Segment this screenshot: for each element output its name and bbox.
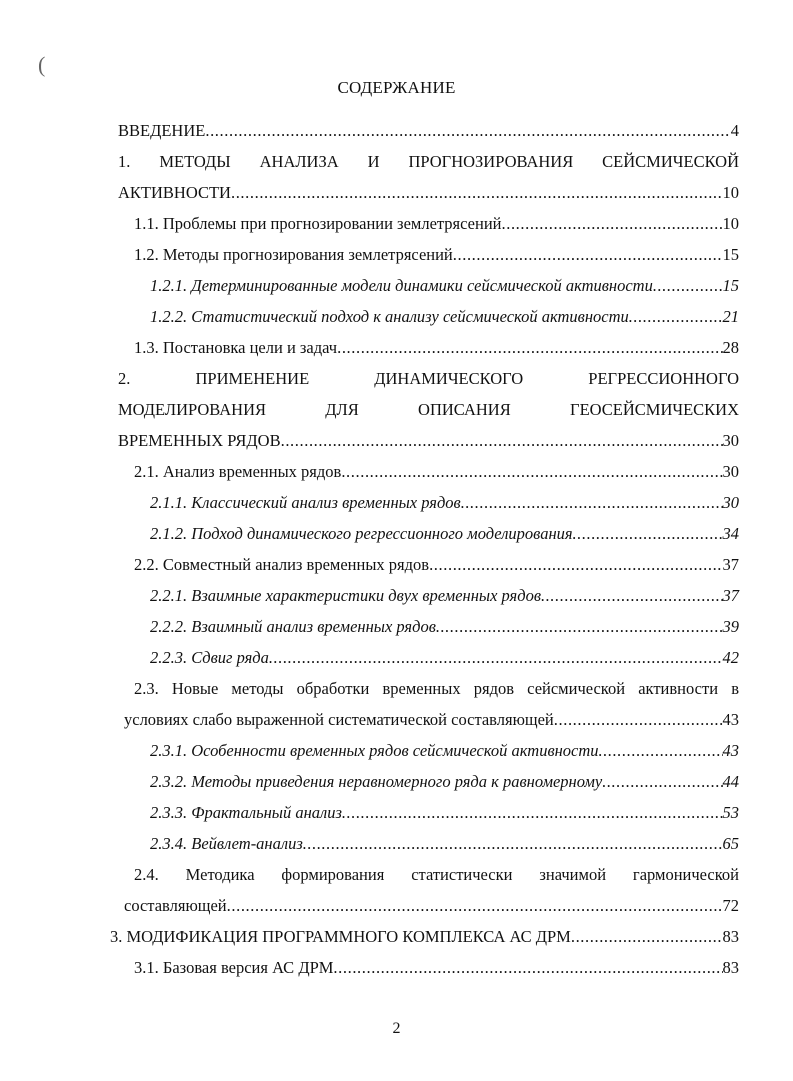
dot-leader bbox=[453, 239, 723, 270]
dot-leader bbox=[303, 828, 723, 859]
dot-leader bbox=[436, 611, 723, 642]
dot-leader bbox=[573, 518, 723, 549]
toc-entry-title: 2.3.4. Вейвлет-анализ bbox=[150, 834, 303, 853]
toc-entry-line bbox=[150, 301, 739, 332]
toc-entry-title: 2.1.2. Подход динамического регрессионного моделирования bbox=[150, 524, 573, 543]
toc-entry-title: 1.1. Проблемы при прогнозировании землетрясений bbox=[134, 214, 502, 233]
toc-page-number: 39 bbox=[722, 617, 739, 636]
toc-entry-line bbox=[150, 518, 739, 549]
toc-entry-line bbox=[134, 332, 739, 363]
toc-entry[interactable] bbox=[118, 270, 739, 301]
toc-entry[interactable] bbox=[118, 518, 739, 549]
toc-page-number: 43 bbox=[722, 710, 739, 729]
toc-page-number: 21 bbox=[722, 307, 739, 326]
dot-leader bbox=[502, 208, 723, 239]
toc-entry-title: 2.2.3. Сдвиг ряда bbox=[150, 648, 269, 667]
table-of-contents bbox=[110, 115, 739, 983]
toc-page-number: 10 bbox=[722, 183, 739, 202]
toc-entry[interactable] bbox=[118, 301, 739, 332]
toc-entry-title-line: 2. ПРИМЕНЕНИЕ ДИНАМИЧЕСКОГО РЕГРЕССИОННОГО bbox=[118, 369, 739, 388]
toc-entry[interactable] bbox=[118, 766, 739, 797]
toc-entry[interactable] bbox=[118, 611, 739, 642]
toc-entry-line bbox=[150, 270, 739, 301]
toc-entry[interactable] bbox=[118, 735, 739, 766]
toc-page-number: 37 bbox=[722, 586, 739, 605]
toc-entry-line bbox=[150, 642, 739, 673]
toc-entry[interactable] bbox=[118, 673, 739, 735]
toc-entry-title: 2.1.1. Классический анализ временных рядов bbox=[150, 493, 461, 512]
toc-entry-line bbox=[118, 177, 739, 208]
page-number: 2 bbox=[392, 1020, 401, 1037]
toc-entry-title: условиях слабо выраженной систематической составляющей bbox=[124, 710, 554, 729]
toc-entry-title-line: 2.4. Методика формирования статистически значимой гармонической bbox=[134, 865, 739, 884]
toc-page-number: 30 bbox=[722, 493, 739, 512]
toc-entry[interactable] bbox=[118, 642, 739, 673]
toc-page-number: 28 bbox=[722, 338, 739, 357]
toc-entry[interactable] bbox=[118, 115, 739, 146]
toc-entry[interactable] bbox=[118, 859, 739, 921]
toc-entry-line bbox=[150, 580, 739, 611]
dot-leader bbox=[571, 921, 723, 952]
toc-page-number: 83 bbox=[722, 958, 739, 977]
toc-entry-title: 1.3. Постановка цели и задач bbox=[134, 338, 338, 357]
dot-leader bbox=[602, 766, 722, 797]
toc-page-number: 72 bbox=[722, 896, 739, 915]
dot-leader bbox=[342, 797, 723, 828]
toc-entry-title: 2.3.1. Особенности временных рядов сейсмической активности bbox=[150, 741, 599, 760]
toc-page-number: 83 bbox=[722, 927, 739, 946]
toc-page-number: 15 bbox=[722, 245, 739, 264]
toc-entry[interactable] bbox=[118, 363, 739, 456]
toc-entry-title: 2.3.2. Методы приведения неравномерного ряда к равномерному bbox=[150, 772, 603, 791]
dot-leader bbox=[337, 332, 722, 363]
toc-page-number: 34 bbox=[722, 524, 739, 543]
toc-page-number: 42 bbox=[722, 648, 739, 667]
toc-entry[interactable] bbox=[118, 487, 739, 518]
toc-entry[interactable] bbox=[110, 921, 739, 952]
toc-entry-line bbox=[150, 611, 739, 642]
toc-page-number: 53 bbox=[722, 803, 739, 822]
toc-entry[interactable] bbox=[118, 797, 739, 828]
toc-entry-line bbox=[134, 239, 739, 270]
toc-page-number: 30 bbox=[722, 431, 739, 450]
toc-entry[interactable] bbox=[118, 456, 739, 487]
toc-entry-title: 3.1. Базовая версия АС ДРМ bbox=[134, 958, 334, 977]
toc-entry-title: 2.1. Анализ временных рядов bbox=[134, 462, 342, 481]
dot-leader bbox=[205, 115, 730, 146]
toc-entry-title: АКТИВНОСТИ bbox=[118, 183, 231, 202]
toc-entry[interactable] bbox=[118, 580, 739, 611]
toc-entry-title-line: 2.3. Новые методы обработки временных рядов сейсмической активности в bbox=[134, 679, 739, 698]
dot-leader bbox=[341, 456, 722, 487]
toc-entry[interactable] bbox=[118, 146, 739, 208]
toc-entry-line bbox=[118, 115, 739, 146]
dot-leader bbox=[461, 487, 723, 518]
margin-mark: ( bbox=[38, 52, 46, 77]
toc-entry-title: ВРЕМЕННЫХ РЯДОВ bbox=[118, 431, 281, 450]
toc-entry-line bbox=[124, 890, 739, 921]
dot-leader bbox=[541, 580, 723, 611]
toc-entry[interactable] bbox=[118, 952, 739, 983]
toc-entry-line bbox=[150, 797, 739, 828]
toc-entry-title: 2.2.2. Взаимный анализ временных рядов bbox=[150, 617, 436, 636]
toc-page-number: 15 bbox=[722, 276, 739, 295]
dot-leader bbox=[653, 270, 723, 301]
toc-entry-line bbox=[124, 704, 739, 735]
dot-leader bbox=[599, 735, 723, 766]
toc-entry-title: 1.2. Методы прогнозирования землетрясений bbox=[134, 245, 453, 264]
dot-leader bbox=[269, 642, 723, 673]
toc-entry-line bbox=[134, 456, 739, 487]
toc-entry-title: ВВЕДЕНИЕ bbox=[118, 121, 206, 140]
toc-entry-title: составляющей bbox=[124, 896, 227, 915]
toc-entry[interactable] bbox=[118, 549, 739, 580]
dot-leader bbox=[281, 425, 723, 456]
page-title: СОДЕРЖАНИЕ bbox=[337, 78, 456, 97]
toc-entry-line bbox=[150, 766, 739, 797]
toc-entry[interactable] bbox=[118, 208, 739, 239]
dot-leader bbox=[429, 549, 722, 580]
toc-entry-title: 2.2. Совместный анализ временных рядов bbox=[134, 555, 430, 574]
toc-entry-line bbox=[134, 549, 739, 580]
toc-page-number: 10 bbox=[722, 214, 739, 233]
toc-entry[interactable] bbox=[118, 828, 739, 859]
toc-entry[interactable] bbox=[118, 332, 739, 363]
dot-leader bbox=[629, 301, 723, 332]
toc-entry-line bbox=[134, 952, 739, 983]
toc-entry-title: 3. МОДИФИКАЦИЯ ПРОГРАММНОГО КОМПЛЕКСА АС ДРМ bbox=[110, 927, 571, 946]
toc-entry-line bbox=[150, 487, 739, 518]
toc-entry-line bbox=[110, 921, 739, 952]
toc-page-number: 30 bbox=[722, 462, 739, 481]
toc-entry-title: 1.2.2. Статистический подход к анализу сейсмической активности bbox=[150, 307, 629, 326]
toc-entry-line bbox=[134, 208, 739, 239]
toc-entry-title-line: 1. МЕТОДЫ АНАЛИЗА И ПРОГНОЗИРОВАНИЯ СЕЙСМИЧЕСКОЙ bbox=[118, 152, 739, 171]
toc-entry-line bbox=[150, 735, 739, 766]
toc-page-number: 44 bbox=[722, 772, 739, 791]
toc-entry-title: 2.2.1. Взаимные характеристики двух временных рядов bbox=[150, 586, 541, 605]
toc-entry-title: 2.3.3. Фрактальный анализ bbox=[150, 803, 342, 822]
toc-entry-line bbox=[118, 425, 739, 456]
toc-page-number: 4 bbox=[730, 121, 739, 140]
dot-leader bbox=[333, 952, 722, 983]
toc-entry-title: 1.2.1. Детерминированные модели динамики сейсмической активности bbox=[150, 276, 653, 295]
toc-page-number: 43 bbox=[722, 741, 739, 760]
dot-leader bbox=[231, 177, 723, 208]
toc-entry-title-line: МОДЕЛИРОВАНИЯ ДЛЯ ОПИСАНИЯ ГЕОСЕЙСМИЧЕСКИХ bbox=[118, 400, 739, 419]
toc-page-number: 37 bbox=[722, 555, 739, 574]
toc-entry-line bbox=[150, 828, 739, 859]
toc-entry[interactable] bbox=[118, 239, 739, 270]
dot-leader bbox=[227, 890, 723, 921]
dot-leader bbox=[554, 704, 723, 735]
toc-page-number: 65 bbox=[722, 834, 739, 853]
